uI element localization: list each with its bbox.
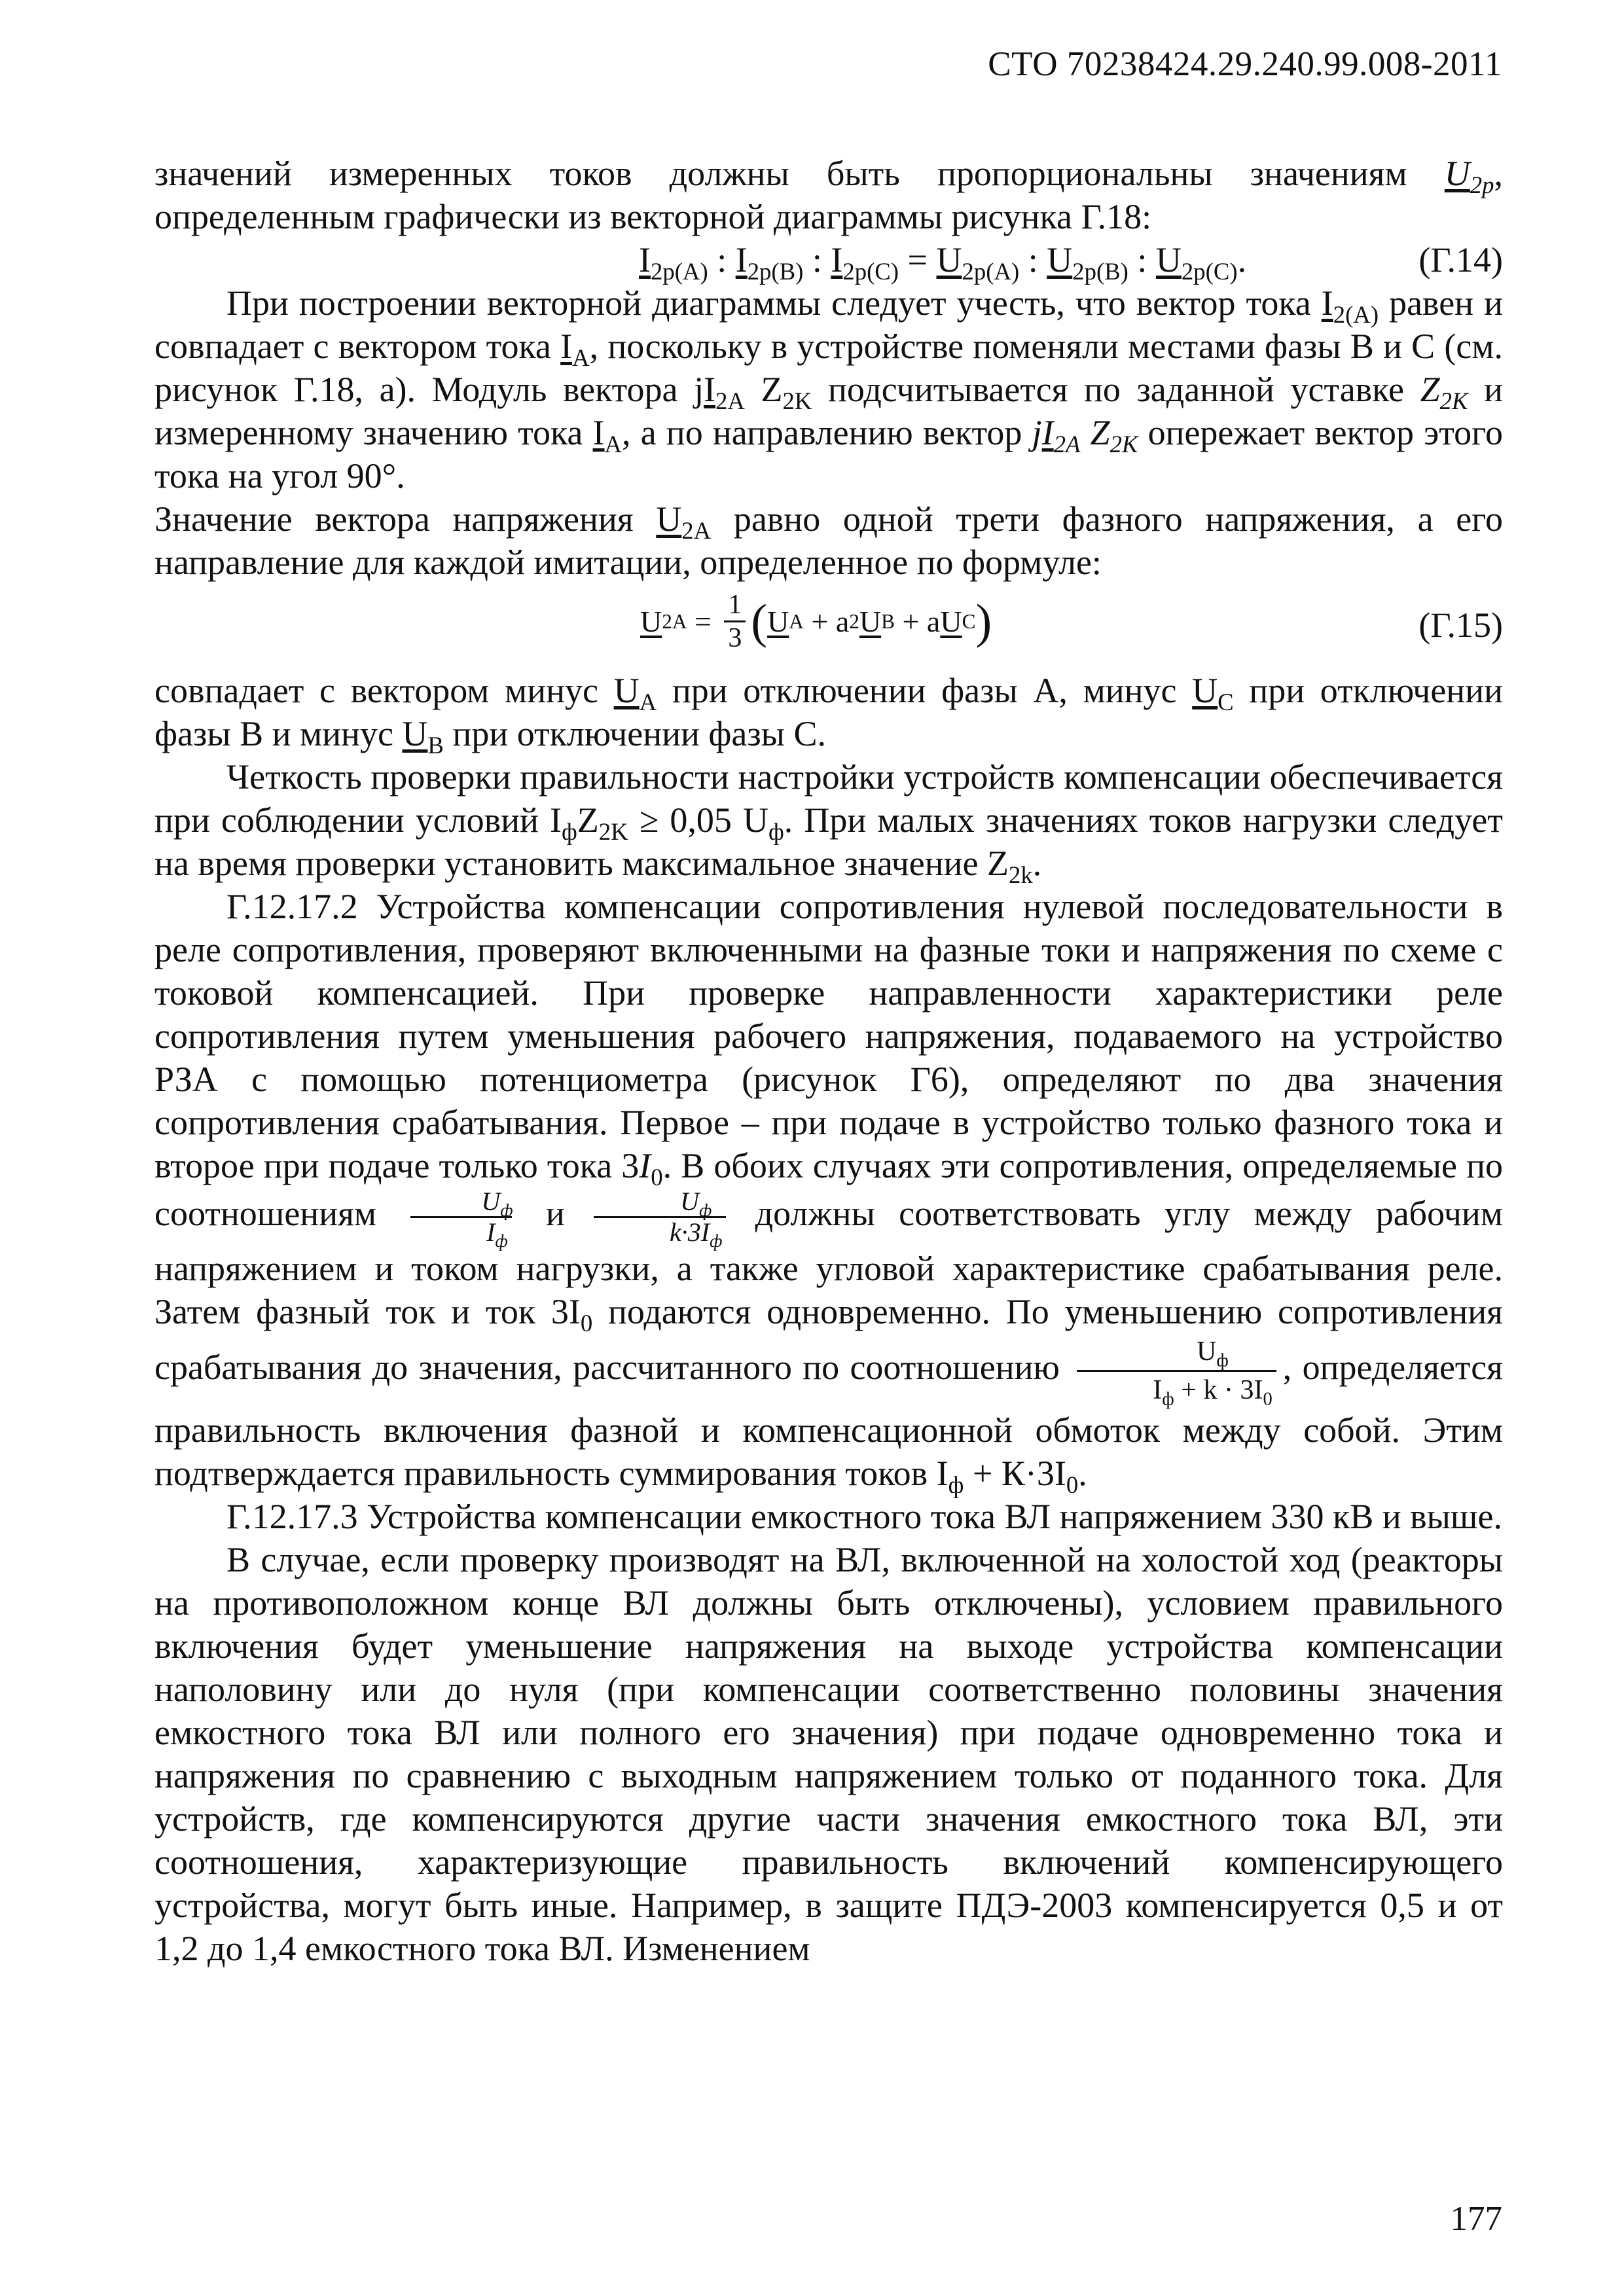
equation-g14 <box>154 238 1503 285</box>
page-number: 177 <box>1450 2200 1502 2238</box>
paragraph-measured-currents: значений измеренных токов должны быть пропорциональны значениям $U_{2p}$, определенным графически из векторной диаграммы рисунка Г.18: <box>154 154 1503 236</box>
paragraph-g12-17-3: Г.12.17.3 Устройства компенсации емкостного тока ВЛ напряжением 330 кВ и выше. <box>226 1497 1502 1536</box>
paragraph-voltage-vector: Значение вектора напряжения $U_{2A}$ равно одной трети фазного напряжения, а его направление для каждой имитации, определенное по формуле: <box>154 499 1503 582</box>
paragraph-idle-line-check: В случае, если проверку производят на ВЛ, включенной на холостой ход (реакторы на противоположном конце ВЛ должны быть отключены), условием правильного включения будет уменьшение напряжения на выходе устройства компенсации наполовину или до нуля (при компенсации соответственно половины значения емкостного тока ВЛ или полного его значения) при подаче одновременно тока и напряжения по сравнению с выходным напряжением только от поданного тока. Для устройств, где компенсируются другие части значения емкостного тока ВЛ, эти соотношения, характеризующие правильность включений компенсирующего устройства, могут быть иные. Например, в защите ПДЭ-2003 компенсируется 0,5 и от 1,2 до 1,4 емкостного тока ВЛ. Изменением <box>154 1540 1503 1968</box>
equation-g15-body: U 2A = $\frac{1}{3}$ ( U A + a 2 U B + a U C ) <box>640 590 992 653</box>
equation-g14-number: (Г.14) <box>1418 240 1503 279</box>
paragraph-g12-17-2: Г.12.17.2 Устройства компенсации сопротивления нулевой последовательности в реле сопротивления, проверяют включенными на фазные токи и напряжения по схеме с токовой компенсацией. При проверке направленности характеристики реле сопротивления путем уменьшения рабочего напряжения, подаваемого на устройство РЗА с помощью потенциометра (рисунок Г6), определяют по два значения сопротивления срабатывания. Первое – при подаче в устройство только фазного тока и второе при подаче только тока $3I_0$. В обоих случаях эти сопротивления, определяемые по соотношениям $\frac{U_ф}{I_ф}$ и $\frac{U_ф}{k\cdot 3I_ф}$ должны соответствовать углу между рабочим напряжением и током нагрузки, а также угловой характеристике срабатывания реле. Затем фазный ток и ток $3I_0$ подаются одновременно. По уменьшению сопротивления срабатывания до значения, рассчитанного по соотношению $\frac{U_ф}{I_ф + k \cdot 3I_0}$ , определяется правильность включения фазной и компенсационной обмоток между собой. Этим подтверждается правильность суммирования токов $I_ф + К\cdot 3I_0$. <box>154 887 1504 1498</box>
page-content <box>154 152 1503 1970</box>
fraction-u-over-i-plus-k3i0: $\frac{U_ф}{I_ф + k \cdot 3I_0}$ <box>1077 1333 1276 1408</box>
fraction-u-over-k3i: $\frac{U_ф}{k\cdot 3I_ф}$ <box>594 1187 726 1247</box>
document-code-header: СТО 70238424.29.240.99.008-2011 <box>988 45 1502 83</box>
paragraph-coincides: совпадает с вектором минус $U_A$ при отключении фазы А, минус $U_C$ при отключении фазы В и минус $U_B$ при отключении фазы С. <box>154 671 1503 759</box>
equation-g15-number: (Г.15) <box>1418 605 1503 645</box>
paragraph-vector-diagram: При построении векторной диаграммы следует учесть, что вектор тока $I_{2(A)}$ равен и совпадает с вектором тока $I_A$, поскольку в устройстве поменяли местами фазы В и С (см. рисунок Г.18, а). Модуль вектора $jI_{2A}$ $Z_{2K}$ подсчитывается по заданной уставке $Z_{2K}$ и измеренному значению тока $I_A$, а по направлению вектор $jI_{2A}$ $Z_{2K}$ опережает вектор этого тока на угол 90°. <box>154 283 1503 495</box>
equation-g14-body: $I_{2p(A)}$ : $I_{2p(B)}$ : $I_{2p(C)} = U_{2p(A)}$ : $U_{2p(B)}$ : $U_{2p(C)}$. <box>639 240 1247 285</box>
fraction-u-over-i: $\frac{U_ф}{I_ф}$ <box>405 1187 516 1247</box>
paragraph-clarity: Четкость проверки правильности настройки устройств компенсации обеспечивается при соблюдении условий $I_фZ_{2K} \ge 0,05$ $U_ф$. При малых значениях токов нагрузки следует на время проверки установить максимальное значение $Z_{2k}$. <box>154 757 1503 888</box>
equation-g15 <box>154 584 1503 669</box>
fraction-one-third: $\frac{1}{3}$ <box>724 589 746 654</box>
